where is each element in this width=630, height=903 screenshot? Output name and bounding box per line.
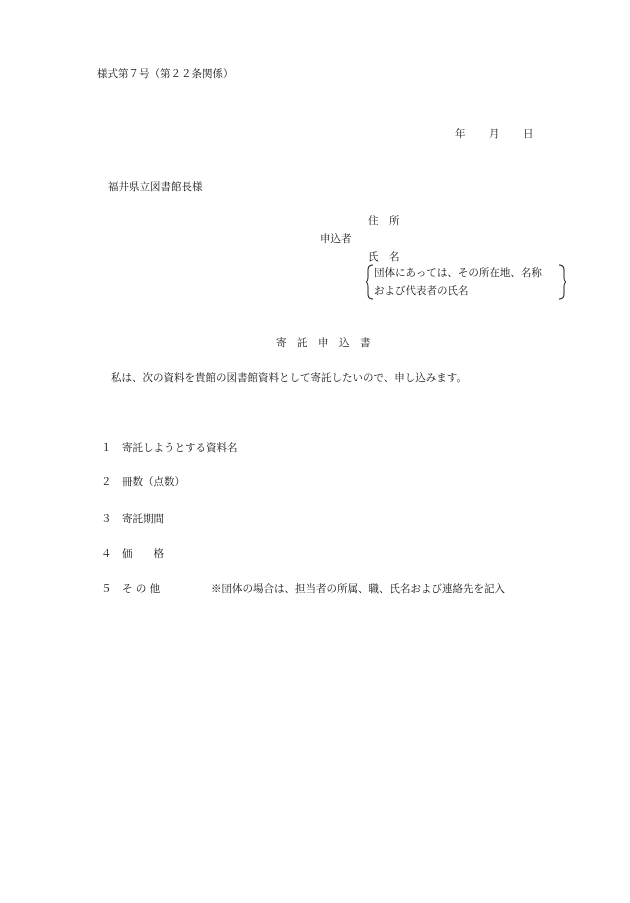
name-label: 氏 名 — [368, 251, 400, 263]
group-note-line2: および代表者の氏名 — [374, 285, 469, 297]
group-note-bracket — [366, 264, 566, 300]
item-number: ４ — [101, 548, 112, 560]
month-label: 月 — [489, 128, 500, 140]
form-number: 様式第７号（第２２条関係） — [97, 68, 234, 80]
item-note: ※団体の場合は、担当者の所属、職、氏名および連絡先を記入 — [211, 583, 505, 595]
applicant-label: 申込者 — [320, 233, 352, 245]
item-label: そ の 他 — [122, 583, 161, 595]
address-label: 住 所 — [368, 215, 400, 227]
item-label: 寄託しようとする資料名 — [122, 442, 238, 454]
item-number: ３ — [101, 513, 112, 525]
item-label: 冊数（点数） — [122, 476, 185, 488]
item-label: 価 格 — [122, 548, 164, 560]
year-label: 年 — [455, 128, 466, 140]
document-title: 寄 託 申 込 書 — [276, 337, 371, 349]
group-note-line1: 団体にあっては、その所在地、名称 — [374, 267, 542, 279]
item-number: １ — [101, 442, 112, 454]
day-label: 日 — [523, 128, 534, 140]
item-label: 寄託期間 — [122, 513, 164, 525]
item-number: ５ — [101, 583, 112, 595]
item-number: ２ — [101, 476, 112, 488]
addressee: 福井県立図書館長様 — [108, 181, 203, 193]
intro-text: 私は、次の資料を貴館の図書館資料として寄託したいので、申し込みます。 — [111, 372, 467, 384]
